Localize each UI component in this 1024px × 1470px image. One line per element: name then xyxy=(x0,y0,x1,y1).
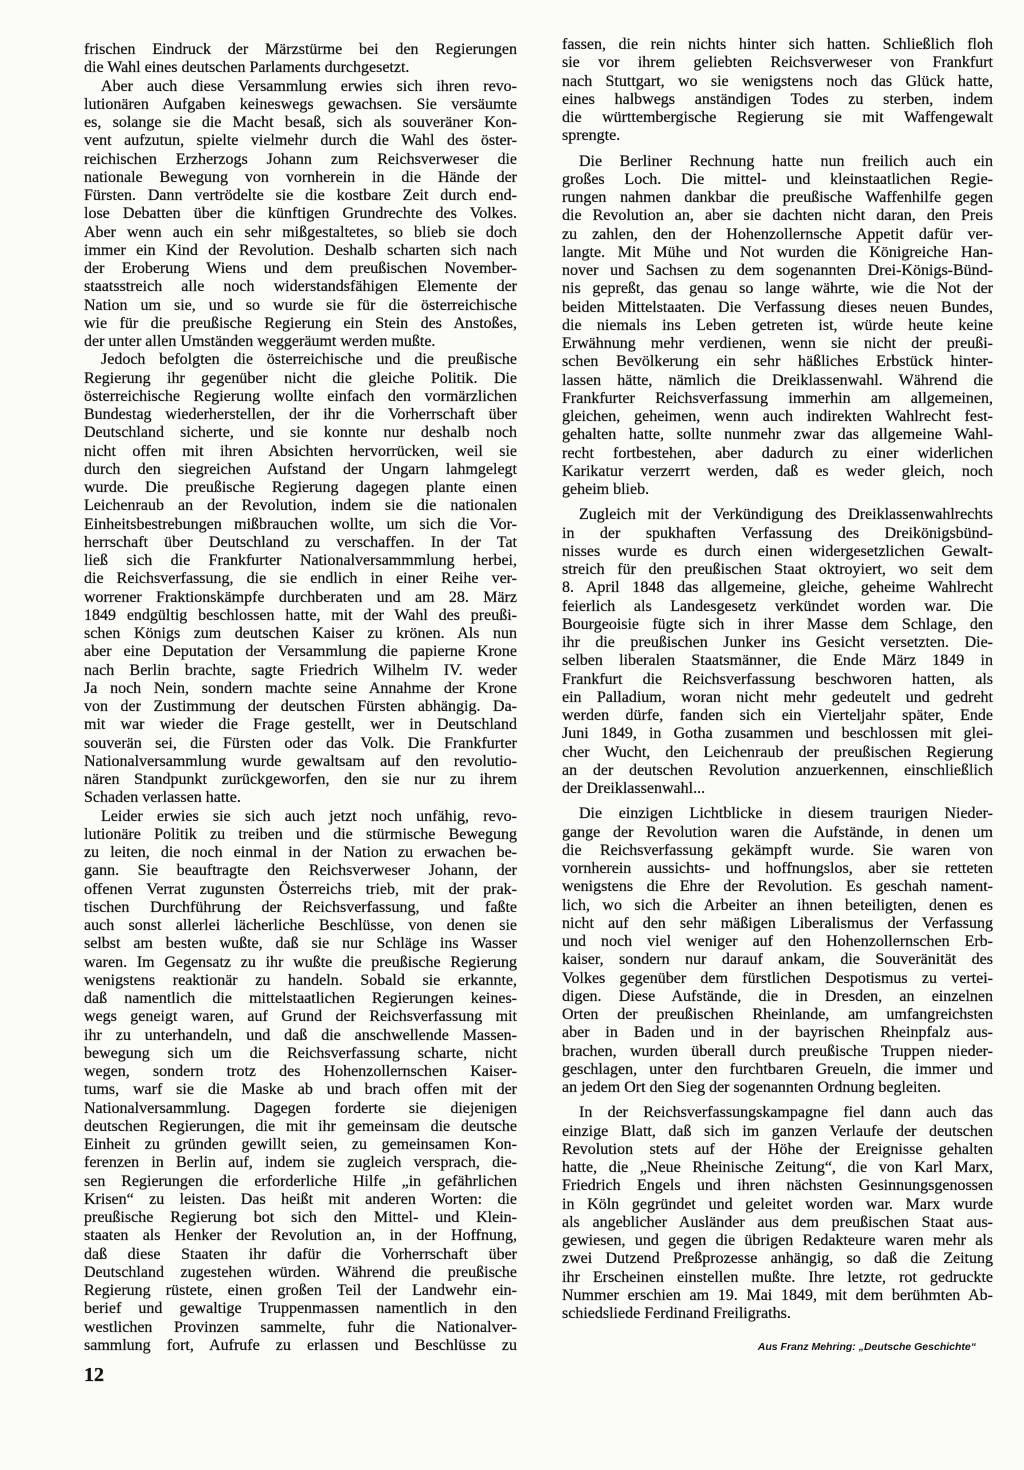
text-line: herrschaft über Deutschland zu verschaffen. In der Tat xyxy=(84,533,517,551)
text-line: ihr die preußischen Junker ins Gesicht versetzten. Die- xyxy=(562,634,993,651)
text-line: worrener Fraktionskämpfe durchberaten und am 28. März xyxy=(84,588,517,606)
text-line: Aber wenn auch ein sehr mißgestaltetes, so blieb sie doch xyxy=(84,223,517,241)
text-line: werden dürfe, fanden sich ein Vierteljahr später, Ende xyxy=(562,707,993,724)
text-line: digen. Diese Aufstände, die in Dresden, an einzelnen xyxy=(562,987,993,1005)
text-line: Nationalversammlung wurde gewaltsam auf den revolutio- xyxy=(84,752,517,770)
text-line: sie vor ihrem geliebten Reichsverweser von Frankfurt xyxy=(562,54,993,72)
text-line: langte. Mit Mühe und Not wurden die Königreiche Han- xyxy=(562,243,993,261)
text-line: die Revolution an, aber sie dachten nicht daran, den Preis xyxy=(562,207,993,225)
text-line: vornherein aussichts- und hoffnungslos, aber sie retteten xyxy=(562,860,993,877)
text-line: als angeblicher Ausländer aus dem preußischen Staat aus- xyxy=(562,1213,993,1231)
text-line: gange der Revolution waren die Aufstände, in denen um xyxy=(562,823,993,841)
text-line: Deutschland sicherte, und sie konnte nur deshalb noch xyxy=(84,424,517,442)
text-line: geschlagen, unter den furchtbaren Greueln, die immer und xyxy=(562,1060,993,1078)
text-line: streich für den preußischen Staat oktroyiert, wo seit dem xyxy=(562,561,993,578)
text-line: zu zahlen, den der Hohenzollernsche Appetit dafür ver- xyxy=(562,225,993,243)
text-line: wie für die preußische Regierung ein Stein des Anstoßes, xyxy=(84,314,517,332)
text-line: beiden Mittelstaaten. Die Verfassung dieses neuen Bundes, xyxy=(562,298,993,316)
text-line: Bundestag wiederherstellen, der ihr die Vorherrschaft über xyxy=(84,406,517,423)
text-line: daß diese Staaten ihr dafür die Vorherrschaft über xyxy=(84,1245,517,1263)
text-line: Bourgeoisie fügte sich in ihrer Masse dem Schlage, den xyxy=(562,615,993,633)
text-line: gehalten hatte, sollte nunmehr zwar das allgemeine Wahl- xyxy=(562,426,993,444)
text-line: mit war wieder die Frage gestellt, wer in Deutschland xyxy=(84,716,517,734)
text-line: Die Berliner Rechnung hatte nun freilich auch ein xyxy=(579,152,993,170)
text-line: Frankfurt die Reichsverfassung beschworen hatten, als xyxy=(562,670,993,688)
text-line: der Eroberung Wiens und dem preußischen November- xyxy=(84,260,517,277)
text-line: die niemals ins Leben getreten ist, würde heute keine xyxy=(562,316,993,334)
text-line: Ja noch Nein, sondern machte seine Annahme der Krone xyxy=(84,679,517,697)
text-line: an der deutschen Revolution anzuerkennen, einschließlich xyxy=(562,761,993,779)
text-line: ließ sich die Frankfurter Nationalversammmlung herbei, xyxy=(84,552,517,569)
text-line: Regierung rüstete, einen großen Teil der Landwehr ein- xyxy=(84,1282,517,1299)
text-line: nären Standpunkt zurückgeworfen, den sie nur zu ihrem xyxy=(84,771,517,788)
text-line: aber in Baden und in der bayrischen Rheinpfalz aus- xyxy=(562,1024,993,1042)
paragraph xyxy=(84,78,517,352)
text-line: sen Regierungen die erforderliche Hilfe „in gefährlichen xyxy=(84,1172,517,1190)
text-line: lassen hätte, nämlich die Dreiklassenwahl. Während die xyxy=(562,371,993,389)
text-line: Einheit zu gründen gewillt seien, zu gemeinsamen Kon- xyxy=(84,1136,517,1153)
text-line: gleichen, geheimen, wenn auch indirekten Wahlrecht fest- xyxy=(562,408,993,425)
text-line: nationale Bewegung von vornherein in die Hände der xyxy=(84,168,517,186)
text-line: hatte, die „Neue Rheinische Zeitung“, die von Karl Marx, xyxy=(562,1159,993,1176)
text-line: nicht auf den sehr mäßigen Liberalismus der Verfassung xyxy=(562,914,993,932)
text-line: Leichenraub an der Revolution, indem sie die nationalen xyxy=(84,497,517,515)
text-line: gewiesen, und gegen die übrigen Redakteure waren mehr als xyxy=(562,1232,993,1249)
text-line: Regierung ihr gegenüber nicht die gleiche Politik. Die xyxy=(84,369,517,387)
paragraph xyxy=(84,41,517,78)
text-line: geheim blieb. xyxy=(562,481,650,498)
text-line: von der Zustimmung der deutschen Fürsten abhängig. Da- xyxy=(84,698,517,715)
text-line: deutschen Regierungen, die mit ihr gemeinsam die deutsche xyxy=(84,1117,517,1135)
text-line: wurde. Die preußische Regierung dagegen plante einen xyxy=(84,479,517,496)
text-line: offenen Verrat zugunsten Österreichs trieb, mit der prak- xyxy=(84,880,517,898)
text-line: kaiser, sondern nur darauf ankam, die Souveränität des xyxy=(562,951,993,969)
text-line: Krisen“ zu leisten. Das heißt mit anderen Worten: die xyxy=(84,1190,517,1208)
text-line: tums, warf sie die Maske ab und brach offen mit der xyxy=(84,1081,517,1099)
text-line: frischen Eindruck der Märzstürme bei den Regierungen xyxy=(84,41,517,58)
source-attribution: Aus Franz Mehring: „Deutsche Geschichte“ xyxy=(757,1341,976,1353)
text-line: ihr Erscheinen einstellen mußte. Ihre letzte, rot gedruckte xyxy=(562,1268,993,1286)
text-line: staaten als Henker der Revolution an, in der Hoffnung, xyxy=(84,1227,517,1245)
text-line: schiedsliede Ferdinand Freiligraths. xyxy=(562,1305,791,1322)
text-line: brachen, wurden überall durch preußische Truppen nieder- xyxy=(562,1042,993,1060)
text-line: staatsstreich alle noch widerstandsfähigen Elemente der xyxy=(84,278,517,296)
text-line: westlichen Provinzen sammelte, fuhr die Nationalver- xyxy=(84,1318,517,1336)
text-line: feierlich als Landesgesetz verkündet worden war. Die xyxy=(562,597,993,615)
text-line: gann. Sie beauftragte den Reichsverweser Johann, der xyxy=(84,862,517,880)
text-line: lose Debatten über die künftigen Grundrechte des Volkes. xyxy=(84,205,517,223)
text-line: Einheitsbestrebungen mißbrauchen wollte, um sich die Vor- xyxy=(84,515,517,533)
text-line: die Reichsverfassung, die sie endlich in einer Reihe ver- xyxy=(84,570,517,588)
text-line: bewegung sich um die Reichsverfassung scharte, nicht xyxy=(84,1044,517,1062)
text-line: lutionäre Politik zu treiben und die stürmische Bewegung xyxy=(84,825,517,843)
text-line: Friedrich Engels und ihren nächsten Gesinnungsgenossen xyxy=(562,1177,993,1195)
text-line: Schaden verlassen hatte. xyxy=(84,789,241,807)
paragraph xyxy=(84,808,517,1356)
text-line: an jedem Ort den Sieg der sogenannten Ordnung begleiten. xyxy=(562,1079,941,1096)
text-line: Volkes gegenüber dem fürstlichen Despotismus zu vertei- xyxy=(562,969,993,987)
text-line: schen Königs zum deutschen Kaiser zu krönen. Als nun xyxy=(84,625,517,642)
text-line: vent aufzutun, spielte vielmehr durch die Wahl des öster- xyxy=(84,132,517,150)
text-line: preußische Regierung bot sich den Mittel- und Klein- xyxy=(84,1209,517,1226)
paragraph xyxy=(562,1104,993,1323)
text-line: sammlung fort, Aufrufe zu erlassen und Beschlüsse zu xyxy=(84,1336,517,1354)
text-line: Leider erwies sie sich auch jetzt noch unfähig, revo- xyxy=(101,807,517,825)
text-line: sprengte. xyxy=(562,127,621,145)
text-line: ihr zu unterhandeln, und daß die anschwellende Massen- xyxy=(84,1026,517,1044)
text-line: souverän sei, die Fürsten oder das Volk. Die Frankfurter xyxy=(84,734,517,752)
text-line: nis gepreßt, das genau so lange währte, wie die Not der xyxy=(562,280,993,298)
text-line: rungen nahmen dankbar die preußische Waffenhilfe gegen xyxy=(562,189,993,206)
text-line: lich, wo sich die Arbeiter an ihnen beteiligten, denen es xyxy=(562,896,993,914)
text-line: eines halbwegs anständigen Todes zu sterben, indem xyxy=(562,90,993,108)
text-line: nover und Sachsen zu dem sogenannten Drei-Königs-Bünd- xyxy=(562,262,993,279)
text-line: in der spukhaften Verfassung des Dreikönigsbünd- xyxy=(562,524,993,542)
text-line: waren. Im Gegensatz zu ihr wußte die preußische Regierung xyxy=(84,953,517,971)
text-line: wegen, sondern trotz des Hohenzollernschen Kaiser- xyxy=(84,1063,517,1080)
text-line: schen Bevölkerung ein sehr häßliches Erbstück hinter- xyxy=(562,353,993,371)
text-line: Jedoch befolgten die österreichische und die preußische xyxy=(101,351,517,369)
text-line: Karikatur verzerrt werden, daß es weder gleich, noch xyxy=(562,462,993,480)
text-line: zwei Dutzend Preßprozesse anhängig, so daß die Zeitung xyxy=(562,1250,993,1268)
text-line: es, solange sie die Macht besaß, sich als souveräner Kon- xyxy=(84,114,517,131)
text-line: der unter allen Umständen weggeräumt werden mußte. xyxy=(84,333,436,350)
text-line: selbst am besten wußte, daß sie nur Schläge ins Wasser xyxy=(84,935,517,953)
text-line: Juni 1849, in Gotha zusammen und beschlossen mit glei- xyxy=(562,725,993,743)
text-line: reichischen Erzherzogs Johann zum Reichsverweser die xyxy=(84,150,517,168)
text-line: tischen Durchführung der Reichsverfassung, und faßte xyxy=(84,898,517,916)
text-line: cher Wucht, den Leichenraub der preußischen Regierung xyxy=(562,743,993,761)
text-line: 8. April 1848 das allgemeine, gleiche, geheime Wahlrecht xyxy=(562,579,993,597)
text-line: durch den siegreichen Aufstand der Ungarn lahmgelegt xyxy=(84,460,517,478)
text-line: österreichische Regierung wollte einfach den vormärzlichen xyxy=(84,387,517,405)
paragraph xyxy=(562,805,993,1097)
text-line: In der Reichsverfassungskampagne fiel dann auch das xyxy=(579,1104,993,1122)
text-line: in Köln gegründet und geleitet worden war. Marx wurde xyxy=(562,1195,993,1213)
text-line: Nummer erschien am 19. Mai 1849, mit dem berühmten Ab- xyxy=(562,1286,993,1304)
text-line: Orten der preußischen Rheinlande, am umfangreichsten xyxy=(562,1006,993,1023)
text-line: die Wahl eines deutschen Parlaments durchgesetzt. xyxy=(84,59,410,77)
text-line: Nationalversammlung. Dagegen forderte sie diejenigen xyxy=(84,1099,517,1117)
column-right xyxy=(562,36,993,1323)
paragraph xyxy=(562,36,993,146)
text-line: Frankfurter Reichsverfassung immerhin am allgemeinen, xyxy=(562,389,993,407)
paragraph xyxy=(562,506,993,798)
text-line: einzige Blatt, daß sich im ganzen Verlaufe der deutschen xyxy=(562,1122,993,1140)
text-line: selben liberalen Staatsmänner, die Ende März 1849 in xyxy=(562,652,993,670)
text-line: die Reichsverfassung gekämpft wurde. Sie waren von xyxy=(562,841,993,859)
text-line: immer ein Kind der Revolution. Deshalb scharten sich nach xyxy=(84,241,517,259)
text-line: zu leiten, die noch einmal in der Nation zu erwachen be- xyxy=(84,844,517,861)
text-line: recht fortbestehen, aber dadurch zu einer widerlichen xyxy=(562,444,993,462)
text-line: wegs geneigt waren, auf Grund der Reichsverfassung mit xyxy=(84,1008,517,1026)
column-left xyxy=(84,41,517,1355)
text-line: Die einzigen Lichtblicke in diesem traurigen Nieder- xyxy=(579,805,993,823)
text-line: Fürsten. Dann vertrödelte sie die kostbare Zeit durch end- xyxy=(84,187,517,204)
text-line: nach Stuttgart, wo sie wenigstens noch das Glück hatte, xyxy=(562,72,993,90)
text-line: Zugleich mit der Verkündigung des Dreiklassenwahlrechts xyxy=(579,506,993,524)
text-line: Aber auch diese Versammlung erwies sich ihren revo- xyxy=(101,77,517,95)
text-line: aber eine Deputation der Versammlung die papierne Krone xyxy=(84,643,517,661)
text-line: die württembergische Regierung sie mit Waffengewalt xyxy=(562,109,993,126)
text-line: nach Berlin brachte, sagte Friedrich Wilhelm IV. weder xyxy=(84,661,517,679)
text-line: auch sonst allerlei lächerliche Beschlüsse, von denen sie xyxy=(84,917,517,934)
page-number: 12 xyxy=(84,1364,104,1386)
paragraph xyxy=(84,351,517,807)
text-line: Deutschland zugestehen würden. Während die preußische xyxy=(84,1263,517,1281)
text-line: lutionären Aufgaben keineswegs gewachsen. Sie versäumte xyxy=(84,95,517,113)
text-line: daß namentlich die mittelstaatlichen Regierungen keines- xyxy=(84,990,517,1007)
text-line: nicht offen mit ihren Absichten hervorrücken, weil sie xyxy=(84,442,517,460)
text-line: ferenzen in Berlin auf, indem sie zugleich versprach, die- xyxy=(84,1154,517,1172)
text-line: 1849 endgültig beschlossen hatte, mit der Wahl des preußi- xyxy=(84,606,517,624)
text-line: Nation um sie, und so wurde sie für die österreichische xyxy=(84,296,517,314)
text-line: Revolution stets auf der Höhe der Ereignisse gehalten xyxy=(562,1140,993,1158)
text-line: und noch viel weniger auf den Hohenzollernschen Erb- xyxy=(562,933,993,950)
text-line: großes Loch. Die mittel- und kleinstaatlichen Regie- xyxy=(562,170,993,188)
text-line: Erwähnung mehr verdienen, wenn sie nicht der preußi- xyxy=(562,335,993,352)
paragraph xyxy=(562,153,993,500)
text-line: wenigstens die Ehre der Revolution. Es geschah nament- xyxy=(562,878,993,896)
text-line: fassen, die rein nichts hinter sich hatten. Schließlich floh xyxy=(562,36,993,53)
text-line: der Dreiklassenwahl... xyxy=(562,780,706,797)
text-line: wenigstens reaktionär zu handeln. Sobald sie erkannte, xyxy=(84,971,517,989)
text-line: berief und gewaltige Truppenmassen namentlich in den xyxy=(84,1300,517,1318)
text-line: ein Palladium, woran nicht mehr gedeutelt und gedreht xyxy=(562,688,993,706)
text-line: nisses wurde es durch einen widergesetzlichen Gewalt- xyxy=(562,542,993,560)
